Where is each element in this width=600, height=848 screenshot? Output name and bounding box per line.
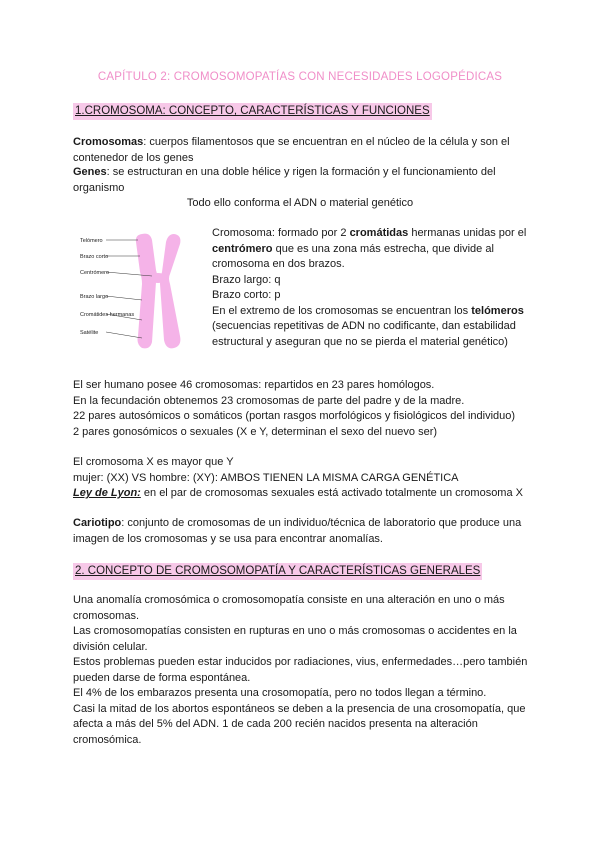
- text-paragraph: Una anomalía cromosómica o cromosomopatía consiste en una alteración en uno o más cromosomas.: [73, 594, 505, 622]
- chromosome-diagram: [80, 232, 210, 350]
- text-paragraph: Casi la mitad de los abortos espontáneos se deben a la presencia de una crosomopatía, que afecta a más del 5% del ADN. 1 de cada 200 recién nacidos presenta na alteración cromosómica.: [73, 702, 526, 746]
- human-chromosomes-block: [73, 378, 538, 440]
- diagram-label-brazo-corto: Brazo corto: [80, 254, 109, 260]
- lyon-term: Ley de Lyon:: [73, 487, 141, 499]
- cromosomas-term: Cromosomas: [73, 136, 144, 148]
- section2-body: [73, 593, 538, 748]
- brazo-corto-line: Brazo corto: p: [212, 289, 281, 301]
- cariotipo-definition: : conjunto de cromosomas de un individuo/técnica de laboratorio que produce una imagen de los cromosomas y se usa para encontrar anomalías.: [73, 517, 522, 545]
- cromosomas-paragraph: [73, 135, 538, 166]
- adn-line: Todo ello conforma el ADN o material genético: [186, 197, 414, 209]
- chromosome-shape: [136, 234, 181, 349]
- text-line: El cromosoma X es mayor que Y: [73, 456, 234, 468]
- diagram-label-brazo-largo: Brazo largo: [80, 294, 109, 300]
- genes-definition: : se estructuran en una doble hélice y rigen la formación y el funcionamiento del organismo: [73, 166, 496, 194]
- text-line: En la fecundación obtenemos 23 cromosomas de parte del padre y de la madre.: [73, 394, 465, 407]
- diagram-label-centromero: Centrómero: [80, 270, 110, 276]
- diagram-label-satelite: Satélite: [80, 330, 99, 336]
- cariotipo-term: Cariotipo: [73, 517, 122, 529]
- text-line: El ser humano posee 46 cromosomas: repartidos en 23 pares homólogos.: [73, 379, 435, 391]
- chromosome-description: [212, 226, 542, 350]
- genes-term: Genes: [73, 166, 107, 178]
- diagram-label-cromatides: Cromátides hermanas: [80, 312, 135, 318]
- text-paragraph: El 4% de los embarazos presenta una crosomopatía, pero no todos llegan a término.: [73, 687, 487, 699]
- cromosomas-definition: : cuerpos filamentosos que se encuentran en el núcleo de la célula y son el contenedor de los genes: [73, 136, 510, 164]
- brazo-largo-line: Brazo largo: q: [212, 273, 281, 286]
- text-line: 22 pares autosómicos o somáticos (portan rasgos morfológicos y fisiológicos del individuo): [73, 410, 516, 422]
- cariotipo-paragraph: [73, 516, 538, 547]
- telomeros-definition: En el extremo de los cromosomas se encuentran los telómeros (secuencias repetitivas de ADN no codificante, dan estabilidad estructural y aseguran que no se pierda el material genético): [212, 304, 524, 348]
- cromosoma-definition: Cromosoma: formado por 2 cromátidas hermanas unidas por el centrómero que es una zona más estrecha, que divide al cromosoma en dos brazos.: [212, 227, 527, 270]
- genes-paragraph: [73, 165, 538, 196]
- x-chromosome-block: [73, 455, 538, 502]
- lyon-line: [73, 486, 538, 502]
- section1-heading: 1.CROMOSOMA: CONCEPTO, CARACTERÍSTICAS Y FUNCIONES: [73, 103, 432, 120]
- diagram-label-telomero: Telómero: [80, 238, 103, 244]
- chapter-title: CAPÍTULO 2: CROMOSOMOPATÍAS CON NECESIDADES LOGOPÉDICAS: [97, 71, 503, 83]
- text-line: 2 pares gonosómicos o sexuales (X e Y, determinan el sexo del nuevo ser): [73, 425, 438, 438]
- text-line: mujer: (XX) VS hombre: (XY): AMBOS TIENEN LA MISMA CARGA GENÉTICA: [73, 471, 459, 484]
- text-paragraph: Las cromosomopatías consisten en rupturas en uno o más cromosomas o accidentes en la división celular.: [73, 625, 517, 653]
- text-paragraph: Estos problemas pueden estar inducidos por radiaciones, vius, enfermedades…pero también pueden darse de forma espontánea.: [73, 656, 528, 684]
- lyon-definition: en el par de cromosomas sexuales está activado totalmente un cromosoma X: [140, 487, 523, 499]
- section2-heading: 2. CONCEPTO DE CROMOSOMOPATÍA Y CARACTERÍSTICAS GENERALES: [73, 563, 482, 580]
